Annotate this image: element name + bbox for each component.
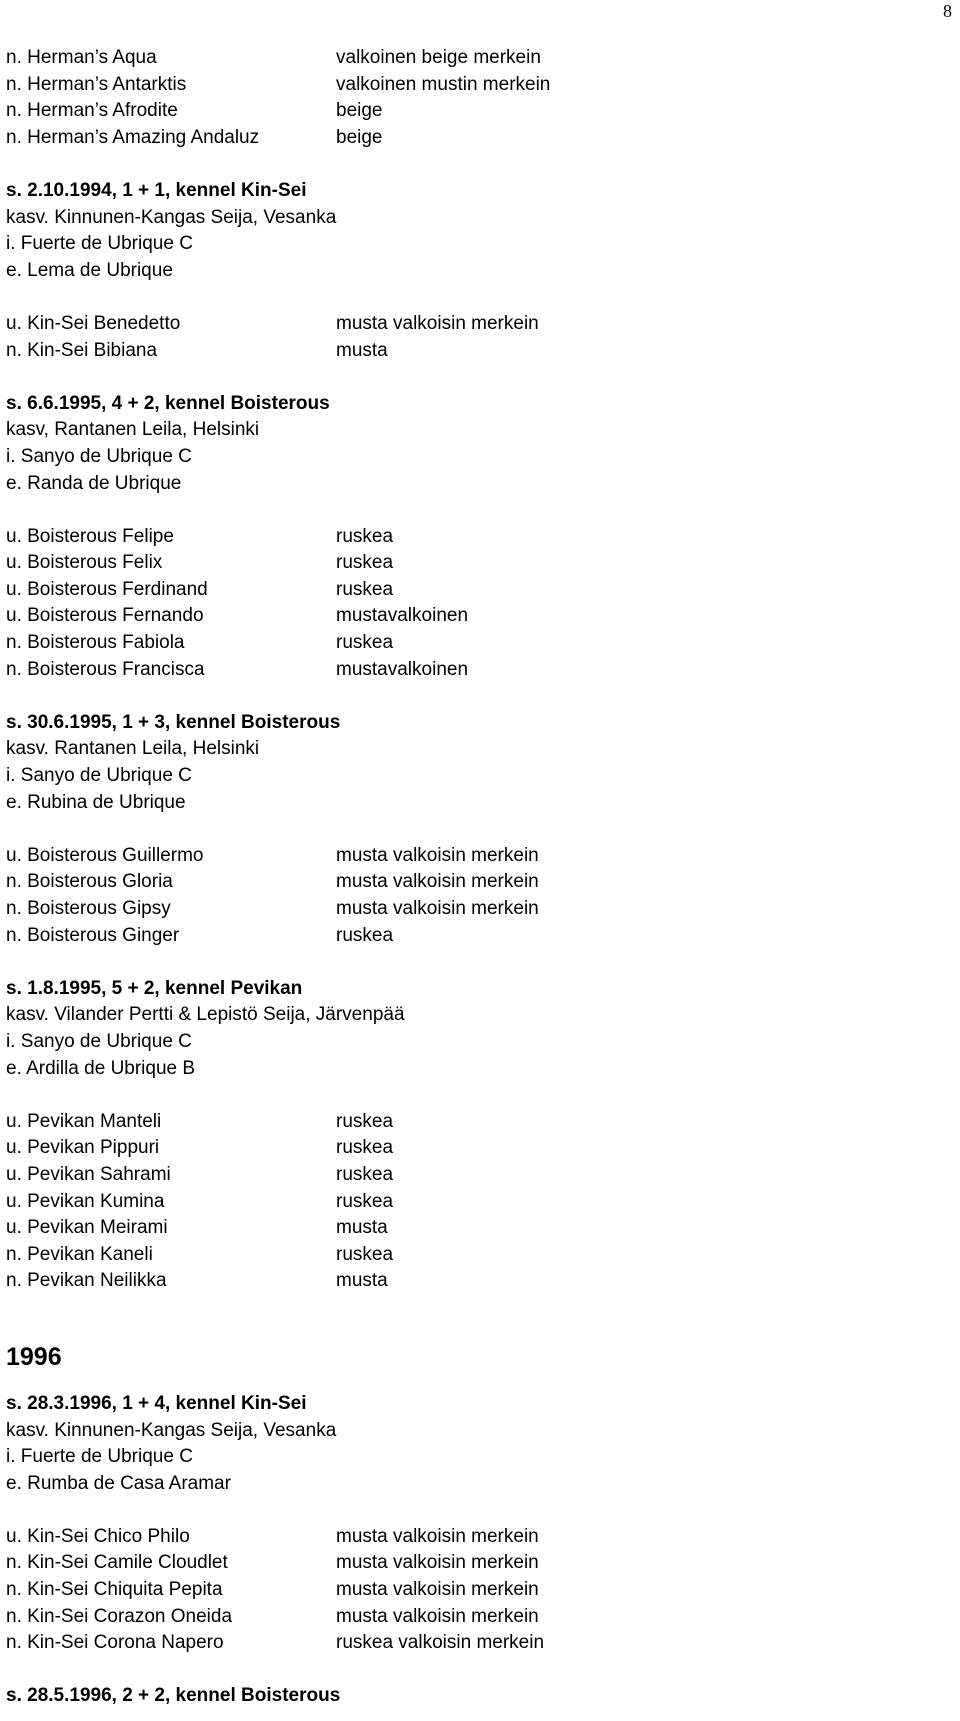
pup-color: ruskea xyxy=(336,632,394,654)
sire-line: i. Sanyo de Ubrique C xyxy=(6,445,192,467)
pup-name: u. Boisterous Felipe xyxy=(6,525,174,547)
pup-color: musta valkoisin merkein xyxy=(336,844,539,866)
pup-name: u. Boisterous Felix xyxy=(6,552,163,574)
dam-line: e. Rubina de Ubrique xyxy=(6,791,186,813)
pup-name: u. Kin-Sei Benedetto xyxy=(6,312,181,334)
pup-row xyxy=(6,896,946,923)
breeder-line: kasv. Kinnunen-Kangas Seija, Vesanka xyxy=(6,1419,337,1441)
pup-row xyxy=(6,1550,946,1577)
pup-name: n. Boisterous Gipsy xyxy=(6,898,171,919)
dam-line: e. Rumba de Casa Aramar xyxy=(6,1472,231,1494)
pup-name: u. Pevikan Pippuri xyxy=(6,1137,160,1159)
pup-name: u. Kin-Sei Chico Philo xyxy=(6,1525,190,1547)
year-heading: 1996 xyxy=(6,1342,62,1371)
page-number: 8 xyxy=(943,1,952,21)
pup-name: u. Pevikan Kumina xyxy=(6,1190,165,1212)
pup-color: ruskea xyxy=(336,552,394,574)
pup-name: n. Herman’s Afrodite xyxy=(6,100,178,122)
pup-row xyxy=(6,1215,946,1242)
litter-header: s. 2.10.1994, 1 + 1, kennel Kin-Sei xyxy=(6,179,307,201)
pup-color: musta xyxy=(336,339,388,361)
pup-name: n. Kin-Sei Corazon Oneida xyxy=(6,1605,233,1627)
pup-name: n. Herman’s Antarktis xyxy=(6,73,187,95)
pup-row xyxy=(6,1630,946,1657)
pup-name: n. Herman’s Aqua xyxy=(6,47,157,68)
pup-row xyxy=(6,72,946,99)
pup-color: musta valkoisin merkein xyxy=(336,898,539,919)
pup-name: n. Boisterous Fabiola xyxy=(6,632,185,654)
breeder-line: kasv. Rantanen Leila, Helsinki xyxy=(6,738,260,760)
pup-color: ruskea xyxy=(336,578,394,600)
pup-color: ruskea xyxy=(336,1110,394,1132)
pup-name: u. Boisterous Guillermo xyxy=(6,844,204,866)
pup-list xyxy=(6,45,946,151)
dam-line: e. Ardilla de Ubrique B xyxy=(6,1057,196,1079)
pup-row xyxy=(6,577,946,604)
pup-row xyxy=(6,1162,946,1189)
sire-line: i. Fuerte de Ubrique C xyxy=(6,1446,193,1468)
pup-name: n. Kin-Sei Corona Napero xyxy=(6,1632,224,1654)
pup-row xyxy=(6,630,946,657)
pup-color: musta xyxy=(336,1217,388,1239)
pup-row xyxy=(6,869,946,896)
pup-row xyxy=(6,1242,946,1269)
pup-color: ruskea xyxy=(336,924,394,946)
pup-color: musta valkoisin merkein xyxy=(336,1579,539,1601)
pup-row xyxy=(6,657,946,684)
pup-row xyxy=(6,1135,946,1162)
pup-color: ruskea xyxy=(336,1137,394,1159)
litter-header: s. 28.3.1996, 1 + 4, kennel Kin-Sei xyxy=(6,1392,307,1414)
pup-row xyxy=(6,98,946,125)
pup-name: u. Pevikan Meirami xyxy=(6,1217,168,1239)
litter-header: s. 28.5.1996, 2 + 2, kennel Boisterous xyxy=(6,1685,341,1707)
pup-color: ruskea xyxy=(336,1190,394,1212)
pup-color: mustavalkoinen xyxy=(336,605,469,627)
litter-block xyxy=(6,1391,946,1657)
pup-row xyxy=(6,45,946,72)
pup-color: musta valkoisin merkein xyxy=(336,1605,539,1627)
pup-name: n. Boisterous Ginger xyxy=(6,924,180,946)
pup-row xyxy=(6,311,946,338)
pup-row xyxy=(6,1109,946,1136)
pup-row xyxy=(6,603,946,630)
sire-line: i. Fuerte de Ubrique C xyxy=(6,233,193,255)
pup-name: n. Pevikan Neilikka xyxy=(6,1270,167,1292)
litter-header: s. 1.8.1995, 5 + 2, kennel Pevikan xyxy=(6,977,303,999)
pup-name: u. Pevikan Manteli xyxy=(6,1110,162,1132)
pup-row xyxy=(6,923,946,950)
pup-row xyxy=(6,843,946,870)
pup-row xyxy=(6,550,946,577)
pup-name: u. Boisterous Fernando xyxy=(6,605,204,627)
sire-line: i. Sanyo de Ubrique C xyxy=(6,765,192,787)
pup-row xyxy=(6,1604,946,1631)
pup-color: musta valkoisin merkein xyxy=(336,871,539,893)
pup-color: ruskea xyxy=(336,1163,394,1185)
pup-color: ruskea xyxy=(336,1243,394,1265)
pup-name: u. Boisterous Ferdinand xyxy=(6,578,208,600)
pup-row xyxy=(6,1189,946,1216)
pup-name: n. Pevikan Kaneli xyxy=(6,1243,153,1265)
sire-line: i. Sanyo de Ubrique C xyxy=(6,1030,192,1052)
document-body xyxy=(6,45,946,1710)
pup-color: musta valkoisin merkein xyxy=(336,312,539,334)
litter-block xyxy=(6,178,946,364)
dam-line: e. Lema de Ubrique xyxy=(6,259,173,281)
pup-row xyxy=(6,338,946,365)
pup-name: n. Kin-Sei Chiquita Pepita xyxy=(6,1579,223,1601)
pup-row xyxy=(6,1577,946,1604)
pup-color: beige xyxy=(336,100,383,122)
breeder-line: kasv, Rantanen Leila, Helsinki xyxy=(6,419,260,441)
litter-block xyxy=(6,710,946,949)
pup-color: mustavalkoinen xyxy=(336,658,469,680)
pup-color: ruskea valkoisin merkein xyxy=(336,1632,545,1654)
litter-header: s. 6.6.1995, 4 + 2, kennel Boisterous xyxy=(6,392,330,414)
pup-name: n. Kin-Sei Bibiana xyxy=(6,339,158,361)
pup-color: valkoinen mustin merkein xyxy=(336,73,551,95)
dam-line: e. Randa de Ubrique xyxy=(6,472,182,494)
pup-color: ruskea xyxy=(336,525,394,547)
pup-name: u. Pevikan Sahrami xyxy=(6,1163,171,1185)
pup-color: musta xyxy=(336,1270,388,1292)
pup-row xyxy=(6,1268,946,1295)
breeder-line: kasv. Kinnunen-Kangas Seija, Vesanka xyxy=(6,206,337,228)
pup-name: n. Boisterous Francisca xyxy=(6,658,205,680)
pup-row xyxy=(6,524,946,551)
litter-header: s. 30.6.1995, 1 + 3, kennel Boisterous xyxy=(6,711,341,733)
litter-block xyxy=(6,976,946,1295)
breeder-line: kasv. Vilander Pertti & Lepistö Seija, Järvenpää xyxy=(6,1004,405,1026)
pup-row xyxy=(6,125,946,152)
litter-block xyxy=(6,391,946,684)
pup-name: n. Kin-Sei Camile Cloudlet xyxy=(6,1552,228,1574)
pup-name: n. Herman’s Amazing Andaluz xyxy=(6,126,260,148)
pup-color: valkoinen beige merkein xyxy=(336,47,541,68)
pup-color: musta valkoisin merkein xyxy=(336,1552,539,1574)
pup-name: n. Boisterous Gloria xyxy=(6,871,173,893)
pup-color: beige xyxy=(336,126,383,148)
pup-row xyxy=(6,1524,946,1551)
pup-color: musta valkoisin merkein xyxy=(336,1525,539,1547)
